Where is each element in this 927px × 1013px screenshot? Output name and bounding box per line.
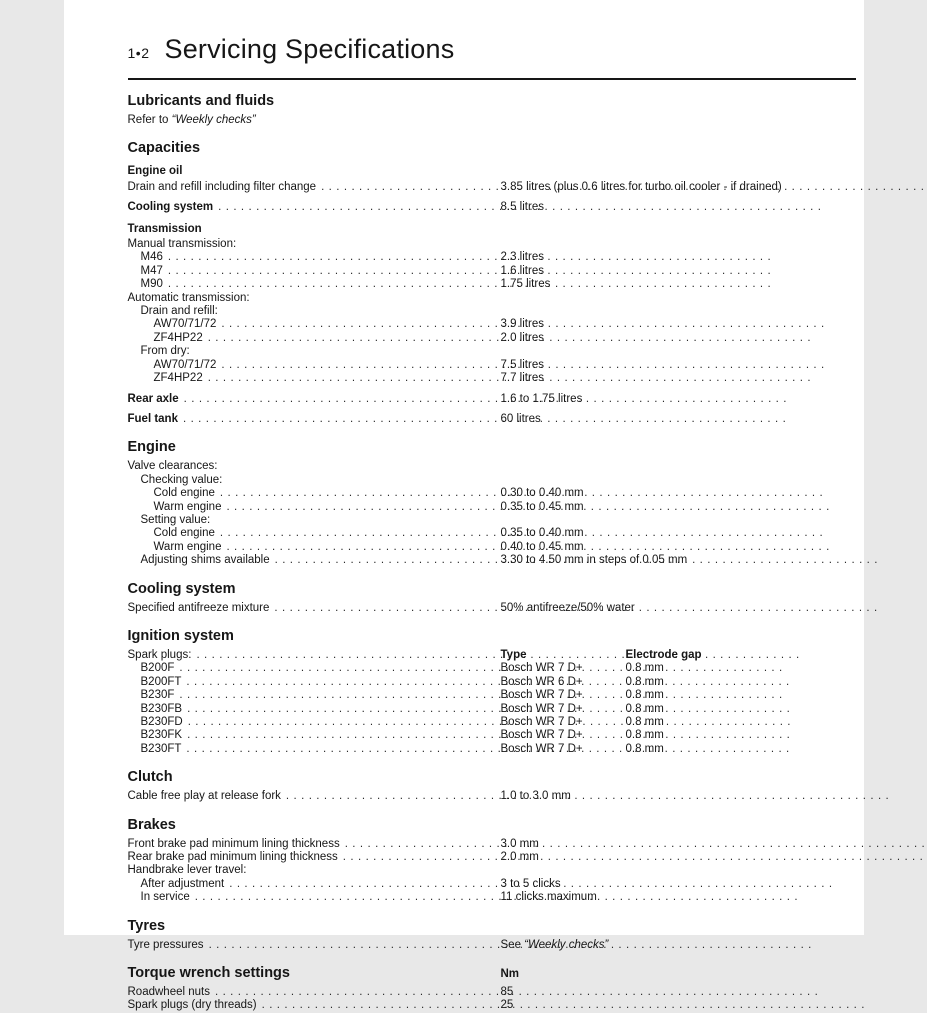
spec-row: [128, 864, 856, 877]
spec-label: B200F: [140, 662, 175, 675]
spec-row: [128, 501, 856, 514]
spec-label: Rear axle: [127, 392, 179, 405]
spec-label: M47: [140, 264, 163, 277]
spec-label: Spark plugs (dry threads): [127, 999, 257, 1012]
spec-row: [128, 460, 856, 473]
spec-value: 3.0 mm: [500, 837, 539, 850]
spec-label: Rear brake pad minimum lining thickness: [127, 851, 338, 864]
spec-row: [128, 662, 856, 675]
spec-value: 8.5 litres: [500, 201, 544, 214]
spec-row: [128, 986, 856, 999]
spec-value-type: Bosch WR 7 D+: [500, 689, 583, 702]
section-tyres: [128, 918, 856, 952]
spec-value: 60 litres: [500, 412, 541, 425]
subheading-engine-oil: Engine oil: [127, 165, 183, 178]
dot-leader: [343, 851, 927, 864]
spec-row: [128, 332, 856, 345]
spec-value-type: Bosch WR 7 D+: [500, 716, 583, 728]
spec-value-gap: 0.8 mm: [625, 675, 664, 688]
spec-label: After adjustment: [140, 877, 225, 890]
dot-leader: [184, 393, 787, 406]
spec-value-type: Bosch WR 7 D+: [500, 702, 583, 715]
spec-label: B200FT: [140, 675, 182, 688]
spec-label: Setting value:: [140, 513, 211, 526]
spec-value: 11 clicks maximum: [500, 891, 597, 904]
spec-label: Adjusting shims available: [140, 554, 270, 567]
spec-label: ZF4HP22: [153, 331, 203, 344]
dot-leader: [196, 649, 799, 662]
spec-label: Drain and refill including filter change: [127, 180, 317, 193]
spec-value-gap: 0.8 mm: [625, 662, 664, 675]
spec-row: [128, 602, 856, 615]
spec-value-gap: 0.8 mm: [625, 716, 664, 728]
section-capacities: [128, 140, 856, 426]
spec-value: 2.0 litres: [500, 331, 544, 344]
spec-value: 25: [500, 999, 514, 1012]
spec-value: 7.5 litres: [500, 358, 544, 371]
spec-label: Cable free play at release fork: [127, 790, 281, 803]
spec-label: Front brake pad minimum lining thickness: [127, 837, 340, 850]
spec-label: Warm engine: [153, 540, 222, 553]
spec-value: 85: [500, 986, 514, 999]
dot-leader: [179, 689, 782, 702]
spec-row: [128, 487, 856, 500]
spec-row: [128, 514, 856, 527]
section-torque: [128, 965, 856, 1013]
spec-label: M90: [140, 278, 163, 291]
spec-row: [128, 527, 856, 540]
spec-value: 1.6 litres: [500, 264, 544, 277]
spec-row: [128, 838, 856, 851]
spec-row: [128, 345, 856, 358]
spec-row: [128, 939, 856, 952]
section-heading-torque: Torque wrench settings: [127, 965, 290, 982]
spec-row: [128, 891, 856, 904]
dot-leader: [188, 716, 791, 729]
dot-leader: [168, 278, 771, 291]
spec-row: [128, 878, 856, 891]
spec-row: [128, 999, 856, 1012]
spec-label: B230F: [140, 689, 175, 702]
spec-value: [501, 939, 609, 952]
spec-label: Automatic transmission:: [127, 291, 250, 304]
spec-row: [128, 851, 856, 864]
spec-value: 3.9 litres: [500, 318, 544, 331]
section-ignition: [128, 628, 856, 756]
spec-value-type: Bosch WR 7 D+: [500, 742, 583, 755]
subheading-transmission: Transmission: [127, 222, 202, 235]
section-lubricants: [128, 93, 856, 127]
spec-value-gap: 0.8 mm: [625, 729, 664, 742]
spec-row: [128, 201, 856, 214]
spec-label: Roadwheel nuts: [127, 986, 210, 999]
lubricants-note: [128, 114, 856, 127]
spec-row: [128, 541, 856, 554]
page-number: 1•2: [127, 45, 150, 61]
spec-label: Specified antifreeze mixture: [127, 601, 270, 614]
spec-value: 0.40 to 0.45 mm: [500, 540, 584, 553]
spec-value-type: Bosch WR 6 D+: [500, 675, 583, 688]
spec-value-type: Bosch WR 7 D+: [500, 662, 583, 675]
spec-value-type: Bosch WR 7 D+: [500, 729, 583, 742]
dot-leader: [186, 743, 789, 756]
spec-value: 1.0 to 3.0 mm: [500, 790, 571, 803]
spec-row: [128, 251, 856, 264]
spec-value: 2.0 mm: [500, 851, 539, 864]
section-brakes: [128, 817, 856, 905]
section-heading-clutch: Clutch: [127, 769, 173, 786]
spec-label: B230FT: [140, 742, 182, 755]
spec-row: [128, 265, 856, 278]
spec-row: [128, 703, 856, 716]
spec-row: [128, 474, 856, 487]
spec-label: B230FD: [140, 716, 183, 728]
spec-label: Manual transmission:: [127, 238, 237, 251]
page-header: [128, 34, 856, 80]
spec-value-prefix: See: [500, 938, 525, 951]
spec-row: [128, 318, 856, 331]
spec-row: [128, 238, 856, 251]
spec-label: Warm engine: [153, 500, 222, 513]
spec-row: [128, 716, 856, 729]
section-clutch: [128, 769, 856, 803]
note-reference: “Weekly checks”: [171, 114, 256, 126]
spec-row: [128, 413, 856, 426]
spec-label: Valve clearances:: [127, 460, 218, 473]
dot-leader: [168, 265, 771, 278]
column-header-electrode-gap: Electrode gap: [625, 648, 702, 661]
spec-label: In service: [140, 891, 190, 904]
spec-label: Cold engine: [153, 527, 215, 540]
spec-value: 1.75 litres: [500, 278, 551, 291]
section-heading-ignition: Ignition system: [127, 627, 234, 644]
spec-value-gap: 0.8 mm: [625, 742, 664, 755]
spec-label: Cold engine: [153, 487, 215, 500]
spec-value: 3 to 5 clicks: [500, 877, 561, 890]
spec-row: [128, 790, 856, 803]
section-heading-engine: Engine: [127, 439, 176, 456]
dot-leader: [345, 838, 927, 851]
spec-label: Tyre pressures: [127, 938, 204, 951]
spec-label: B230FB: [140, 702, 183, 715]
dot-leader: [195, 891, 798, 904]
section-cooling-system: [128, 581, 856, 615]
spec-value: 0.30 to 0.40 mm: [500, 487, 584, 500]
spec-row: [128, 305, 856, 318]
dot-leader: [262, 999, 865, 1012]
dot-leader: [286, 790, 889, 803]
spec-row: [128, 689, 856, 702]
spec-value: 3.30 to 4.50 mm in steps of 0.05 mm: [500, 554, 688, 567]
dot-leader: [187, 729, 790, 742]
spec-label: ZF4HP22: [153, 372, 203, 385]
spec-value: 7.7 litres: [500, 372, 544, 385]
spec-label: AW70/71/72: [153, 318, 217, 331]
spec-value: 50% antifreeze/50% water: [500, 601, 635, 614]
dot-leader: [187, 703, 790, 716]
spec-label: Checking value:: [140, 473, 223, 486]
dot-leader: [179, 662, 782, 675]
section-heading-brakes: Brakes: [127, 816, 176, 833]
spec-row: [128, 278, 856, 291]
spec-row: [128, 676, 856, 689]
spec-row: [128, 729, 856, 742]
spec-row: [128, 359, 856, 372]
spec-label: Cooling system: [127, 201, 214, 214]
spec-label: Spark plugs:: [127, 648, 192, 661]
spec-label: Drain and refill:: [140, 305, 218, 318]
column-header-type: Type: [500, 648, 527, 661]
section-heading-cooling-system: Cooling system: [127, 580, 236, 597]
spec-value: 3.85 litres (plus 0.6 litres for turbo oil cooler - if drained): [500, 180, 782, 193]
page-title: Servicing Specifications: [164, 34, 455, 64]
spec-label: From dry:: [140, 345, 190, 358]
spec-row: [128, 743, 856, 756]
spec-value-gap: 0.8 mm: [625, 689, 664, 702]
section-heading-capacities: Capacities: [127, 140, 201, 157]
spec-value: 2.3 litres: [500, 251, 544, 264]
note-prefix: Refer to: [127, 114, 172, 126]
section-heading-lubricants: Lubricants and fluids: [127, 93, 275, 109]
spec-label: AW70/71/72: [153, 358, 217, 371]
page-content: [64, 0, 864, 1013]
spec-row: [128, 554, 856, 567]
spec-label: M46: [140, 251, 163, 264]
dot-leader: [215, 986, 818, 999]
section-heading-tyres: Tyres: [127, 917, 166, 934]
spec-row: [128, 372, 856, 385]
spec-row: [128, 181, 856, 194]
dot-leader: [186, 676, 789, 689]
spec-label: B230FK: [140, 729, 183, 742]
spec-value-reference: “Weekly checks”: [524, 938, 609, 951]
dot-leader: [168, 251, 771, 264]
spec-header-row: [128, 649, 856, 662]
manual-page: [64, 0, 864, 1012]
spec-value: 1.6 to 1.75 litres: [500, 392, 583, 405]
section-engine: [128, 439, 856, 567]
spec-row: [128, 292, 856, 305]
dot-leader: [183, 413, 786, 426]
spec-value: 0.35 to 0.45 mm: [500, 500, 584, 513]
column-header-nm: Nm: [500, 968, 520, 981]
spec-label: Handbrake lever travel:: [127, 864, 247, 877]
spec-value: 0.35 to 0.40 mm: [500, 527, 584, 540]
spec-row: [128, 393, 856, 406]
torque-heading-row: [128, 965, 856, 982]
spec-label: Fuel tank: [127, 412, 178, 425]
spec-value-gap: 0.8 mm: [625, 702, 664, 715]
